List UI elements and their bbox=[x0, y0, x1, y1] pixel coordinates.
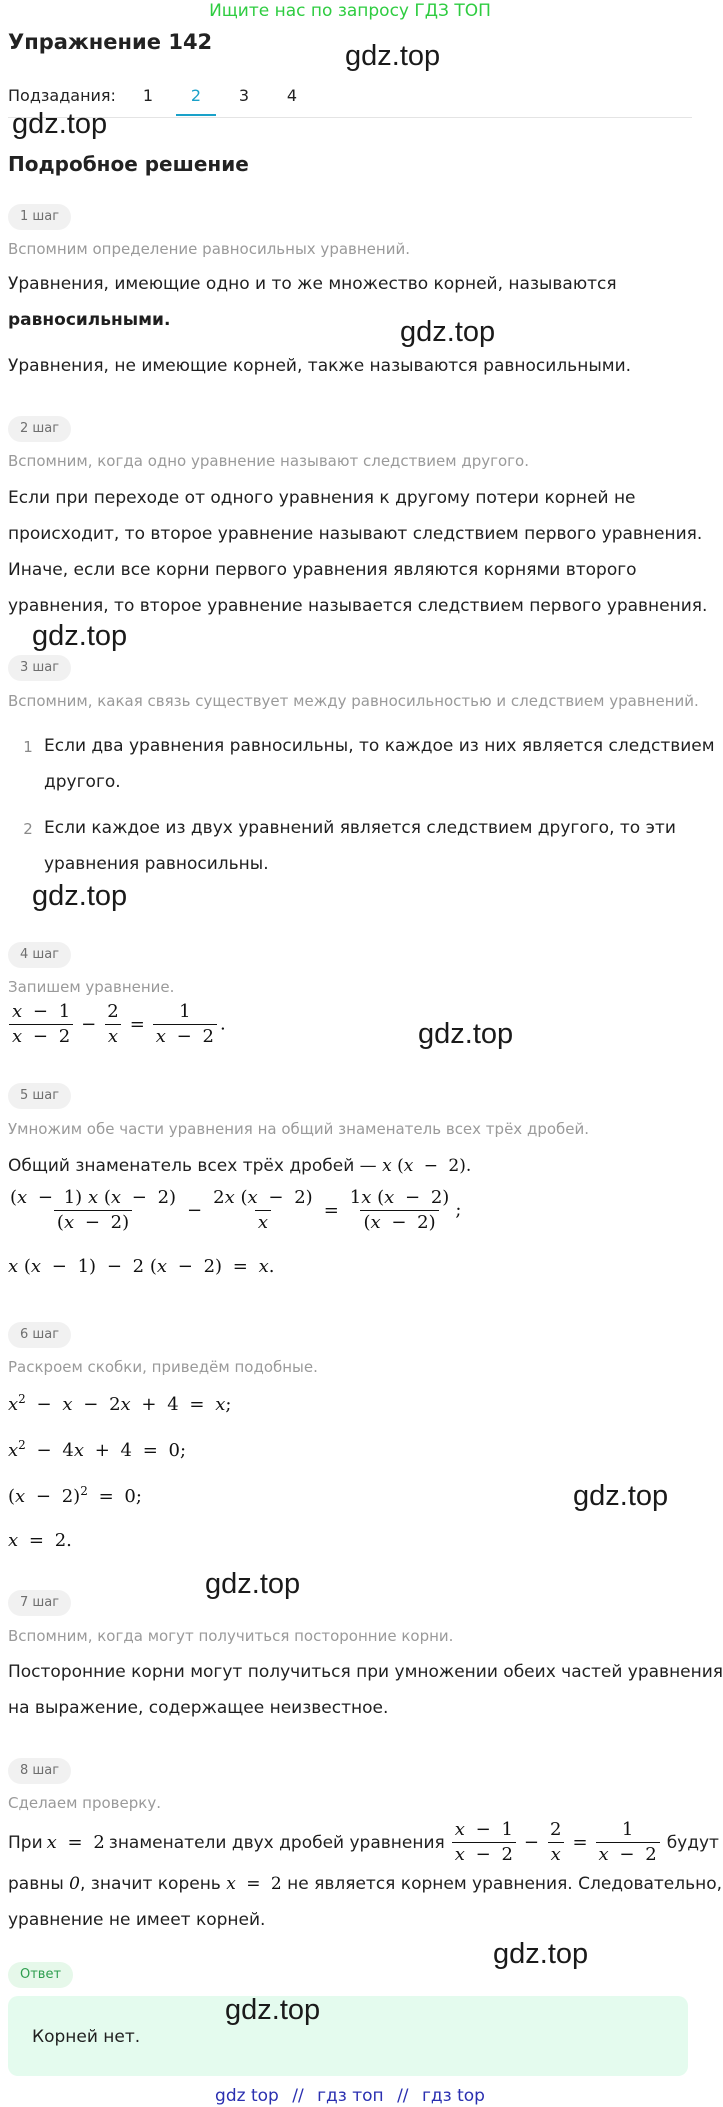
step-1-line-1: Уравнения, имеющие одно и то же множество корней, называются bbox=[8, 274, 617, 294]
step-5-lead-text: Общий знаменатель всех трёх дробей — bbox=[8, 1156, 377, 1176]
common-denominator: x (x − 2). bbox=[382, 1156, 472, 1176]
step-7-badge: 7 шаг bbox=[8, 1590, 71, 1616]
step-2-line-1: Если при переходе от одного уравнения к другому потери корней не bbox=[8, 488, 636, 508]
step-2-badge: 2 шаг bbox=[8, 416, 71, 442]
watermark: gdz.top bbox=[493, 1938, 589, 1970]
answer-badge: Ответ bbox=[8, 1962, 73, 1988]
step-8-hint: Сделаем проверку. bbox=[8, 1794, 161, 1812]
step-1-hint: Вспомним определение равносильных уравнений. bbox=[8, 240, 410, 258]
step-4-hint: Запишем уравнение. bbox=[8, 978, 175, 996]
step-7-line-2: на выражение, содержащее неизвестное. bbox=[8, 1698, 389, 1718]
watermark: gdz.top bbox=[205, 1568, 301, 1600]
step-8-text-f: не является корнем уравнения. Следовательно, bbox=[287, 1874, 723, 1894]
watermark: gdz.top bbox=[345, 40, 441, 72]
step-4-badge: 4 шаг bbox=[8, 942, 71, 968]
list-item-2-line-1: Если каждое из двух уравнений является следствием другого, то эти bbox=[44, 818, 676, 838]
watermark: gdz.top bbox=[573, 1480, 669, 1512]
step-1-badge: 1 шаг bbox=[8, 204, 71, 230]
step-5-lead bbox=[8, 1156, 471, 1176]
step-8-text-e: , значит корень bbox=[80, 1874, 221, 1894]
footer-link-3[interactable]: гдз top bbox=[421, 2086, 485, 2106]
search-banner: Ищите нас по запросу ГДЗ ТОП bbox=[209, 1, 491, 21]
footer-separator: // bbox=[292, 2086, 304, 2106]
step-1-line-3: Уравнения, не имеющие корней, также называются равносильными. bbox=[8, 356, 632, 376]
list-item-1-line-1: Если два уравнения равносильны, то каждое из них является следствием bbox=[44, 736, 715, 756]
watermark: gdz.top bbox=[12, 108, 108, 140]
equation-root: x = 2. bbox=[8, 1530, 72, 1551]
list-item-2-line-2: уравнения равносильны. bbox=[44, 854, 269, 874]
step-8-line-3: уравнение не имеет корней. bbox=[8, 1910, 266, 1930]
tab-subtask-2[interactable]: 2 bbox=[190, 86, 202, 105]
step-3-hint: Вспомним, какая связь существует между равносильностью и следствием уравнений. bbox=[8, 692, 699, 710]
step-7-line-1: Посторонние корни могут получиться при умножении обеих частей уравнения bbox=[8, 1662, 723, 1682]
step-3-badge: 3 шаг bbox=[8, 655, 71, 681]
answer-text: Корней нет. bbox=[32, 2027, 141, 2047]
step-2-line-2: происходит, то второе уравнение называют следствием первого уравнения. bbox=[8, 524, 703, 544]
equation-expanded: $x^2 - x - 2x + 4 = x$; bbox=[8, 1392, 232, 1415]
zero-value: 0 bbox=[69, 1874, 80, 1894]
step-8-text-b: знаменатели двух дробей уравнения bbox=[108, 1832, 445, 1853]
step-8-line-1 bbox=[8, 1818, 719, 1867]
step-2-hint: Вспомним, когда одно уравнение называют следствием другого. bbox=[8, 452, 529, 470]
list-number: 1 bbox=[23, 738, 33, 756]
watermark: gdz.top bbox=[32, 880, 128, 912]
step-2-line-3: Иначе, если все корни первого уравнения являются корнями второго bbox=[8, 560, 637, 580]
step-5-badge: 5 шаг bbox=[8, 1083, 71, 1109]
equation-square: $(x - 2)^2 = 0$; bbox=[8, 1484, 142, 1507]
subtasks-label: Подзадания: bbox=[8, 86, 116, 105]
footer-separator: // bbox=[397, 2086, 409, 2106]
footer-links bbox=[0, 2086, 700, 2106]
inline-equation: $\frac{x - 1}{x - 2}$ − $\frac{2}{x}$ = $\frac{1}{x - 2}$ bbox=[449, 1818, 663, 1867]
step-8-text-c: будут bbox=[666, 1832, 719, 1853]
active-tab-indicator bbox=[176, 114, 216, 116]
tab-subtask-3[interactable]: 3 bbox=[238, 86, 250, 105]
step-8-badge: 8 шаг bbox=[8, 1758, 71, 1784]
step-8-line-2 bbox=[8, 1874, 722, 1894]
step-8-text-a: При bbox=[8, 1832, 43, 1853]
equation-multiplied: $\frac{(x - 1) x (x - 2)}{(x - 2)}$ − $\frac{2x (x - 2)}{x}$ = $\frac{1x (x - 2)}{(x - 2)}$ ; bbox=[10, 1187, 462, 1233]
equation-simplified: x (x − 1) − 2 (x − 2) = x. bbox=[8, 1256, 275, 1277]
watermark: gdz.top bbox=[418, 1018, 514, 1050]
check-value: x = 2 bbox=[46, 1832, 105, 1853]
step-6-hint: Раскроем скобки, приведём подобные. bbox=[8, 1358, 318, 1376]
root-value: x = 2 bbox=[226, 1874, 282, 1894]
footer-link-1[interactable]: gdz top bbox=[215, 2086, 279, 2106]
step-8-text-d: равны bbox=[8, 1874, 64, 1894]
equation-collected: $x^2 - 4x + 4 = 0$; bbox=[8, 1438, 187, 1461]
footer-link-2[interactable]: гдз топ bbox=[317, 2086, 384, 2106]
step-2-line-4: уравнения, то второе уравнение называется следствием первого уравнения. bbox=[8, 596, 708, 616]
list-item-1-line-2: другого. bbox=[44, 772, 121, 792]
step-6-badge: 6 шаг bbox=[8, 1322, 71, 1348]
watermark: gdz.top bbox=[225, 1994, 321, 2026]
tab-subtask-4[interactable]: 4 bbox=[286, 86, 298, 105]
list-number: 2 bbox=[23, 820, 33, 838]
tab-subtask-1[interactable]: 1 bbox=[142, 86, 154, 105]
page-title: Упражнение 142 bbox=[8, 30, 213, 54]
step-1-line-2: равносильными. bbox=[8, 310, 171, 330]
divider bbox=[8, 117, 692, 118]
section-title: Подробное решение bbox=[8, 152, 249, 176]
step-7-hint: Вспомним, когда могут получиться посторонние корни. bbox=[8, 1627, 454, 1645]
watermark: gdz.top bbox=[32, 620, 128, 652]
equation-original: $\frac{x - 1}{x - 2}$ − $\frac{2}{x}$ = $\frac{1}{x - 2}$ . bbox=[6, 1000, 226, 1049]
step-5-hint: Умножим обе части уравнения на общий знаменатель всех трёх дробей. bbox=[8, 1120, 590, 1138]
watermark: gdz.top bbox=[400, 316, 496, 348]
